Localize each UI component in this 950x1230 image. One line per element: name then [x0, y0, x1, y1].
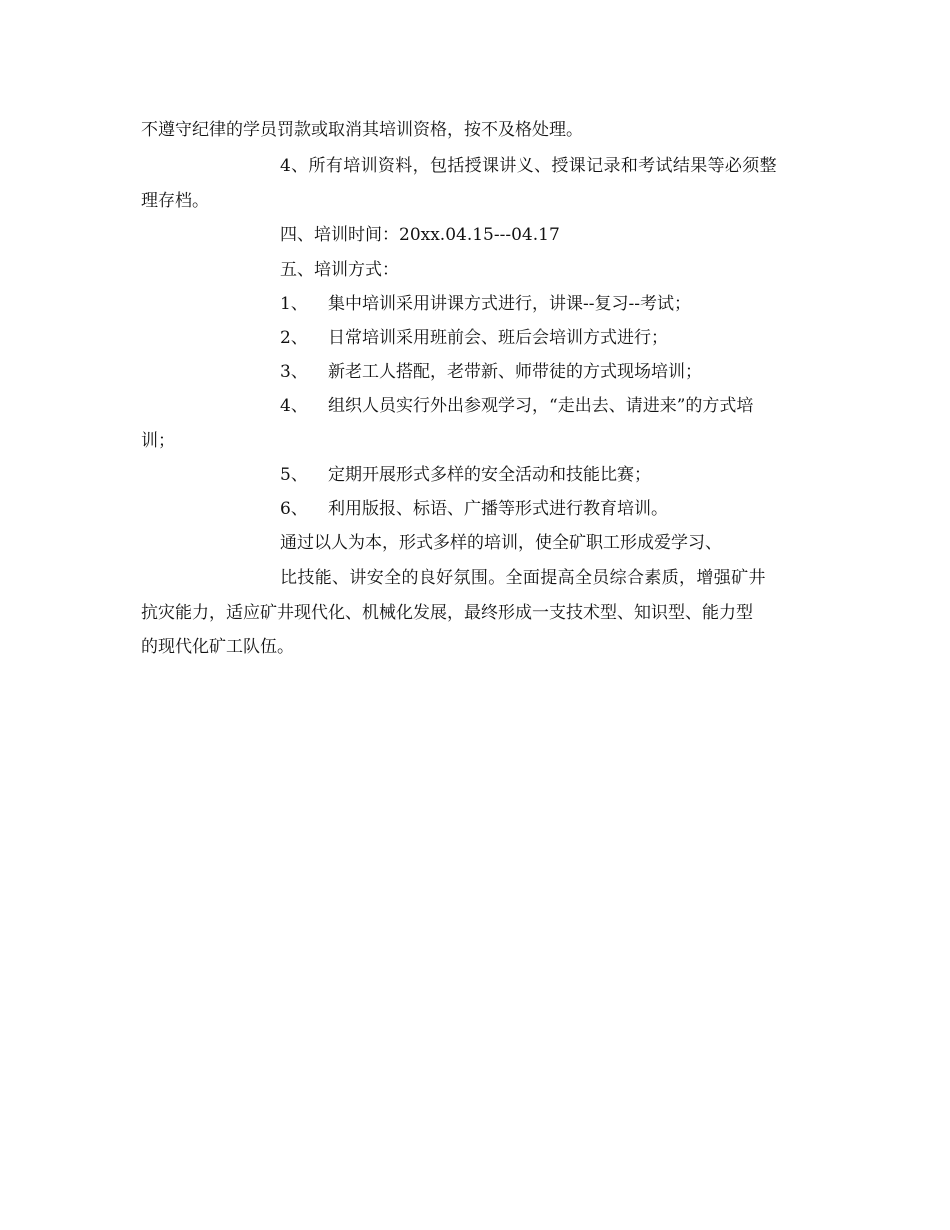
list-item-text: 集中培训采用讲课方式进行，讲课--复习--考试；: [328, 294, 691, 314]
list-item: [280, 325, 811, 351]
list-item-number: 2、: [280, 328, 308, 348]
paragraph-line: 通过以人为本，形式多样的培训，使全矿职工形成爱学习、: [280, 533, 722, 553]
paragraph-line: 比技能、讲安全的良好氛围。全面提高全员综合素质，增强矿井: [280, 568, 766, 588]
list-item-text: 日常培训采用班前会、班后会培训方式进行；: [328, 328, 668, 348]
section-heading-method: 五、培训方式：: [280, 260, 399, 280]
paragraph-line: 理存档。: [141, 191, 209, 211]
list-item: [280, 496, 811, 522]
list-item-number: 6、: [280, 499, 308, 519]
paragraph-line: 训；: [141, 431, 175, 451]
paragraph-line: 抗灾能力，适应矿井现代化、机械化发展，最终形成一支技术型、知识型、能力型: [141, 603, 753, 623]
list-item-number: 3、: [280, 362, 308, 382]
list-item-number: 1、: [280, 294, 308, 314]
paragraph-line: 的现代化矿工队伍。: [141, 637, 294, 657]
list-item-text: 定期开展形式多样的安全活动和技能比赛；: [328, 465, 651, 485]
list-item-text: 利用版报、标语、广播等形式进行教育培训。: [328, 499, 668, 519]
list-item: [280, 291, 811, 317]
section-heading-time: 四、培训时间：20xx.04.15---04.17: [280, 225, 560, 245]
list-item: [280, 359, 811, 385]
list-item-text: 组织人员实行外出参观学习，“走出去、请进来”的方式培: [328, 396, 754, 416]
list-item: [280, 393, 811, 419]
list-item-number: 5、: [280, 465, 308, 485]
paragraph-line: 4、所有培训资料，包括授课讲义、授课记录和考试结果等必须整: [280, 156, 777, 176]
list-item-number: 4、: [280, 396, 308, 416]
list-item: [280, 462, 811, 488]
paragraph-line: 不遵守纪律的学员罚款或取消其培训资格，按不及格处理。: [141, 120, 583, 140]
list-item-text: 新老工人搭配，老带新、师带徒的方式现场培训；: [328, 362, 702, 382]
